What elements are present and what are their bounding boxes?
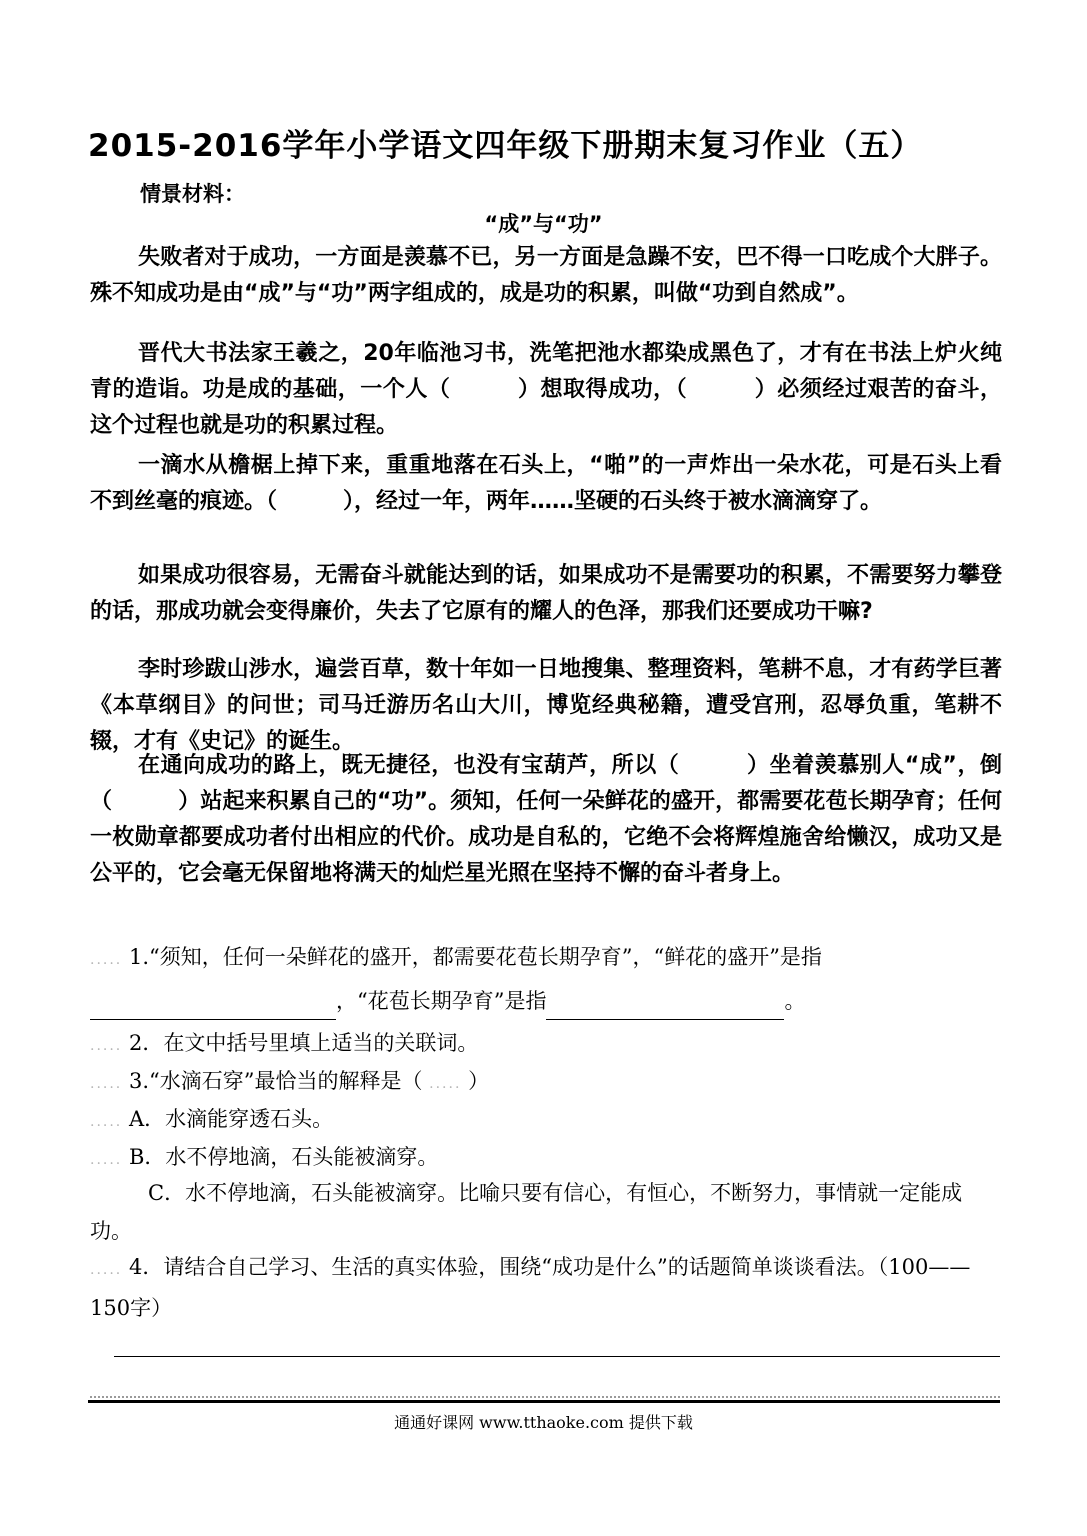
question-4-text: 4．请结合自己学习、生活的真实体验，围绕“成功是什么”的话题简单谈谈看法。（100——150字）	[90, 1255, 971, 1320]
passage-paragraph: 失败者对于成功，一方面是羡慕不已，另一方面是急躁不安，巴不得一口吃成个大胖子。殊不知成功是由“成”与“功”两字组成的，成是功的积累，叫做“功到自然成”。	[90, 245, 1002, 306]
margin-dots: .....	[90, 1076, 123, 1092]
section-label: 情景材料：	[140, 182, 245, 206]
margin-dots: .....	[90, 952, 123, 968]
margin-dots: .....	[90, 1114, 123, 1130]
passage-paragraph: 晋代大书法家王羲之，20年临池习书，洗笔把池水都染成黑色了，才有在书法上炉火纯青的造诣。功是成的基础，一个人（ ）想取得成功，（ ）必须经过艰苦的奋斗，这个过程也就是功的积累过程。	[90, 341, 1002, 438]
option-b-text: B．水不停地滴，石头能被滴穿。	[128, 1145, 439, 1169]
question-1-text: 1.“须知，任何一朵鲜花的盛开，都需要花苞长期孕育”，“鲜花的盛开”是指	[128, 945, 822, 969]
passage-paragraph: 在通向成功的路上，既无捷径，也没有宝葫芦，所以（ ）坐着羡慕别人“成”，倒（ ）站起来积累自己的“功”。须知，任何一朵鲜花的盛开，都需要花苞长期孕育；任何一枚勋章都要成功者付出相应的代价。成功是自私的，它绝不会将辉煌施舍给懒汉，成功又是公平的，它会毫无保留地将满天的灿烂星光照在坚持不懈的奋斗者身上。	[90, 753, 1002, 886]
answer-line[interactable]	[114, 1356, 1000, 1357]
question-2	[90, 1024, 1002, 1065]
dotted-answer-line[interactable]	[90, 1396, 1000, 1398]
answer-dots[interactable]: .....	[429, 1076, 462, 1092]
passage-paragraph: 如果成功很容易，无需奋斗就能达到的话，如果成功不是需要功的积累，不需要努力攀登的话，那成功就会变得廉价，失去了它原有的耀人的色泽，那我们还要成功干嘛?	[90, 563, 1002, 624]
question-1	[90, 938, 1002, 979]
margin-dots: .....	[90, 1262, 123, 1278]
question-3-end: ）	[468, 1069, 490, 1093]
option-a	[90, 1100, 1002, 1141]
footer-text: 通通好课网 www.tthaoke.com 提供下载	[394, 1413, 693, 1432]
page-title: 2015-2016学年小学语文四年级下册期末复习作业（五）	[88, 128, 923, 164]
option-a-text: A．水滴能穿透石头。	[128, 1107, 334, 1131]
question-3-text: 3.“水滴石穿”最恰当的解释是（	[128, 1069, 423, 1093]
answer-blank[interactable]	[90, 995, 336, 1020]
footer-divider	[88, 1400, 1000, 1403]
passage-title: “成”与“功”	[484, 212, 603, 236]
question-2-text: 2．在文中括号里填上适当的关联词。	[128, 1031, 479, 1055]
question-1-answer-row	[90, 982, 1002, 1020]
passage-paragraph: 李时珍跋山涉水，遍尝百草，数十年如一日地搜集、整理资料，笔耕不息，才有药学巨著《本草纲目》的问世；司马迁游历名山大川，博览经典秘籍，遭受宫刑，忍辱负重，笔耕不辍，才有《史记》的诞生。	[90, 657, 1002, 754]
question-4	[90, 1248, 1002, 1327]
margin-dots: .....	[90, 1038, 123, 1054]
option-c-text: C．水不停地滴，石头能被滴穿。比喻只要有信心，有恒心，不断努力，事情就一定能成功。	[90, 1181, 963, 1243]
answer-blank[interactable]	[546, 995, 784, 1020]
question-1-text-2: ，“花苞长期孕育”是指	[336, 989, 547, 1013]
margin-dots: .....	[90, 1152, 123, 1168]
question-1-end: 。	[784, 989, 806, 1013]
passage-paragraph: 一滴水从檐椐上掉下来，重重地落在石头上，“啪”的一声炸出一朵水花，可是石头上看不到丝毫的痕迹。（ ），经过一年，两年……坚硬的石头终于被水滴滴穿了。	[90, 453, 1002, 514]
question-3	[90, 1062, 1002, 1103]
option-b	[90, 1138, 1002, 1179]
